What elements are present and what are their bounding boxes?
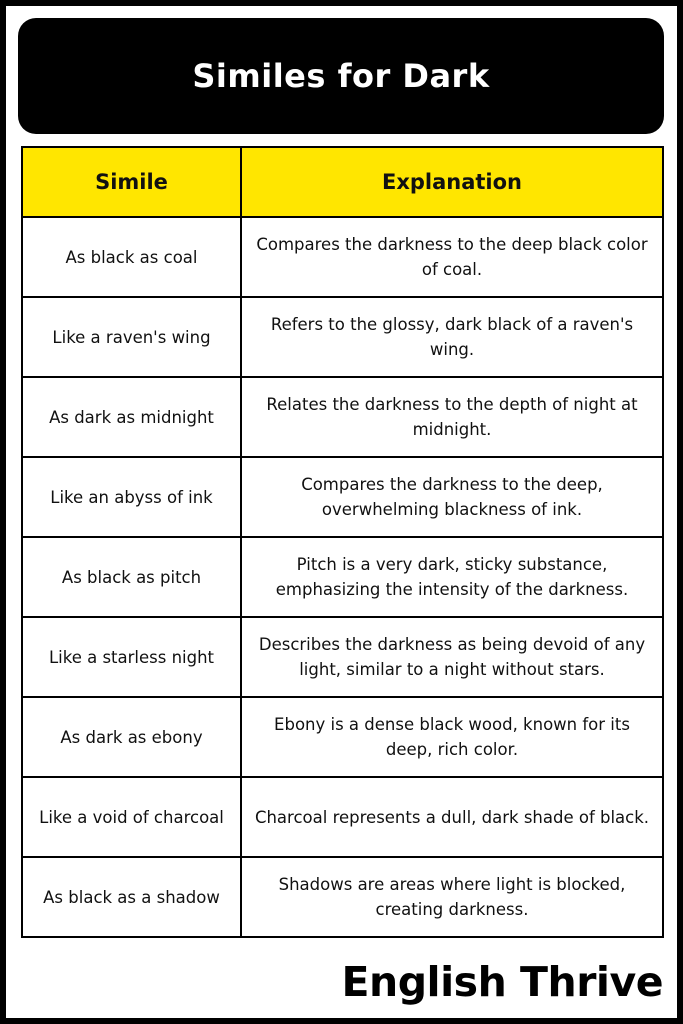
simile-cell: Like a starless night bbox=[22, 617, 241, 697]
explanation-cell: Compares the darkness to the deep black color of coal. bbox=[241, 217, 663, 297]
table-header-row bbox=[22, 147, 663, 217]
table-row bbox=[22, 457, 663, 537]
explanation-cell: Compares the darkness to the deep, overwhelming blackness of ink. bbox=[241, 457, 663, 537]
table-row bbox=[22, 537, 663, 617]
title-banner bbox=[18, 18, 664, 134]
explanation-cell: Charcoal represents a dull, dark shade of black. bbox=[241, 777, 663, 857]
explanation-cell: Ebony is a dense black wood, known for its deep, rich color. bbox=[241, 697, 663, 777]
column-header-explanation: Explanation bbox=[241, 147, 663, 217]
simile-cell: As black as a shadow bbox=[22, 857, 241, 937]
table-row bbox=[22, 697, 663, 777]
explanation-cell: Relates the darkness to the depth of night at midnight. bbox=[241, 377, 663, 457]
explanation-cell: Refers to the glossy, dark black of a raven's wing. bbox=[241, 297, 663, 377]
table-row bbox=[22, 377, 663, 457]
table-row bbox=[22, 777, 663, 857]
similes-table bbox=[21, 146, 664, 938]
simile-cell: Like a raven's wing bbox=[22, 297, 241, 377]
simile-cell: As dark as midnight bbox=[22, 377, 241, 457]
explanation-cell: Pitch is a very dark, sticky substance, emphasizing the intensity of the darkness. bbox=[241, 537, 663, 617]
brand-watermark: English Thrive bbox=[341, 958, 663, 1006]
table-row bbox=[22, 297, 663, 377]
explanation-cell: Shadows are areas where light is blocked, creating darkness. bbox=[241, 857, 663, 937]
column-header-simile: Simile bbox=[22, 147, 241, 217]
simile-cell: As black as pitch bbox=[22, 537, 241, 617]
table-row bbox=[22, 857, 663, 937]
simile-cell: Like a void of charcoal bbox=[22, 777, 241, 857]
simile-cell: As black as coal bbox=[22, 217, 241, 297]
simile-cell: As dark as ebony bbox=[22, 697, 241, 777]
table-row bbox=[22, 617, 663, 697]
simile-cell: Like an abyss of ink bbox=[22, 457, 241, 537]
page-title: Similes for Dark bbox=[192, 57, 490, 95]
table-row bbox=[22, 217, 663, 297]
explanation-cell: Describes the darkness as being devoid of any light, similar to a night without stars. bbox=[241, 617, 663, 697]
